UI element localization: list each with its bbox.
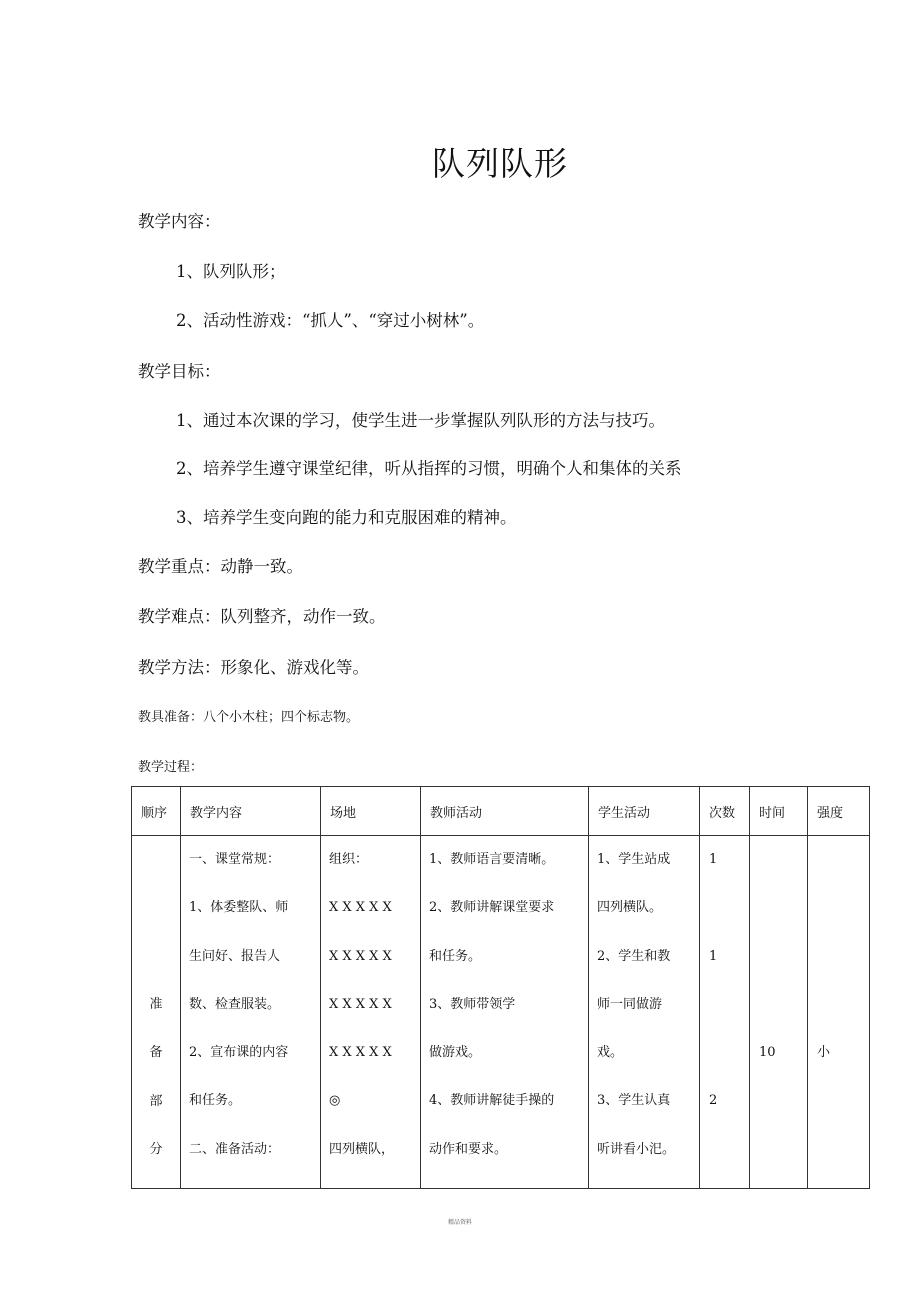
student-cell [589, 836, 700, 1189]
content-item-2: 2、活动性游戏：“抓人”、“穿过小树林”。 [176, 311, 485, 330]
count-value: 1 [709, 948, 718, 964]
student-line: 1、学生站成 [597, 852, 671, 867]
count-value [709, 995, 749, 1043]
process-heading: 教学过程： [138, 760, 204, 775]
content-line: 数、检查服装。 [189, 996, 281, 1012]
order-char: 准 [149, 997, 163, 1012]
header-student: 学生活动 [589, 787, 700, 836]
teacher-line: 4、教师讲解徒手操的 [429, 1093, 555, 1109]
goal-item-3: 3、培养学生变向跑的能力和克服困难的精神。 [176, 508, 517, 527]
venue-line: X X X X X [329, 900, 392, 916]
content-heading: 教学内容： [138, 212, 221, 231]
content-line: 2、宣布课的内容 [189, 1045, 289, 1061]
teacher-line: 和任务。 [429, 948, 482, 964]
table-header-row [132, 787, 870, 836]
table-row [132, 836, 870, 1189]
content-line: 1、体委整队、师 [189, 900, 289, 916]
order-cell [132, 836, 181, 1189]
count-value: 1 [709, 852, 718, 867]
process-table [131, 786, 870, 1189]
page-title: 队列队形 [432, 144, 568, 183]
time-cell [750, 836, 808, 1189]
count-value [709, 1043, 749, 1091]
goal-item-2: 2、培养学生遵守课堂纪律，听从指挥的习惯，明确个人和集体的关系 [176, 459, 682, 478]
content-line: 生问好、报告人 [189, 948, 281, 964]
intensity-cell [808, 836, 870, 1189]
student-line: 2、学生和教 [597, 948, 671, 964]
venue-line: 四列横队， [329, 1141, 395, 1157]
intensity-value: 小 [817, 1045, 831, 1060]
header-count: 次数 [700, 787, 750, 836]
header-venue: 场地 [321, 787, 421, 836]
content-line: 二、准备活动： [189, 1141, 281, 1157]
teacher-line: 3、教师带领学 [429, 996, 516, 1012]
difficulty: 教学难点：队列整齐，动作一致。 [138, 607, 386, 626]
student-line: 师一同做游 [597, 996, 663, 1012]
content-cell [181, 836, 321, 1189]
count-value: 2 [709, 1093, 718, 1109]
order-char: 分 [149, 1141, 163, 1157]
header-content: 教学内容 [181, 787, 321, 836]
time-value: 10 [759, 1045, 776, 1060]
key-point: 教学重点：动静一致。 [138, 557, 303, 576]
student-line: 四列横队。 [597, 900, 663, 916]
venue-line: X X X X X [329, 948, 392, 964]
footer-note: 精品资料 [447, 1219, 472, 1226]
header-order: 顺序 [132, 787, 181, 836]
teacher-line: 动作和要求。 [429, 1141, 508, 1157]
method: 教学方法：形象化、游戏化等。 [138, 658, 369, 677]
student-line: 戏。 [597, 1045, 624, 1061]
order-char: 备 [149, 1045, 163, 1061]
content-line: 一、课堂常规： [189, 852, 281, 867]
goals-heading: 教学目标： [138, 362, 221, 381]
venue-line: X X X X X [329, 996, 392, 1012]
header-teacher: 教师活动 [421, 787, 589, 836]
teacher-line: 1、教师语言要清晰。 [429, 852, 555, 867]
header-time: 时间 [750, 787, 808, 836]
teacher-line: 2、教师讲解课堂要求 [429, 900, 555, 916]
count-value [709, 1140, 749, 1188]
teacher-line: 做游戏。 [429, 1045, 482, 1061]
venue-line: X X X X X [329, 1045, 392, 1061]
venue-cell [321, 836, 421, 1189]
student-line: 听讲看小汜。 [597, 1141, 676, 1157]
content-line: 和任务。 [189, 1093, 242, 1109]
student-line: 3、学生认真 [597, 1093, 671, 1109]
equipment: 教具准备：八个小木柱；四个标志物。 [138, 710, 360, 725]
goal-item-1: 1、通过本次课的学习，使学生进一步掌握队列队形的方法与技巧。 [176, 411, 665, 430]
teacher-cell [421, 836, 589, 1189]
header-intensity: 强度 [808, 787, 870, 836]
venue-line: 组织： [329, 852, 369, 867]
count-cell [700, 836, 750, 1189]
content-item-1: 1、队列队形； [176, 262, 286, 281]
count-value [709, 898, 749, 946]
order-char: 部 [149, 1093, 163, 1109]
venue-line: ◎ [329, 1093, 341, 1109]
